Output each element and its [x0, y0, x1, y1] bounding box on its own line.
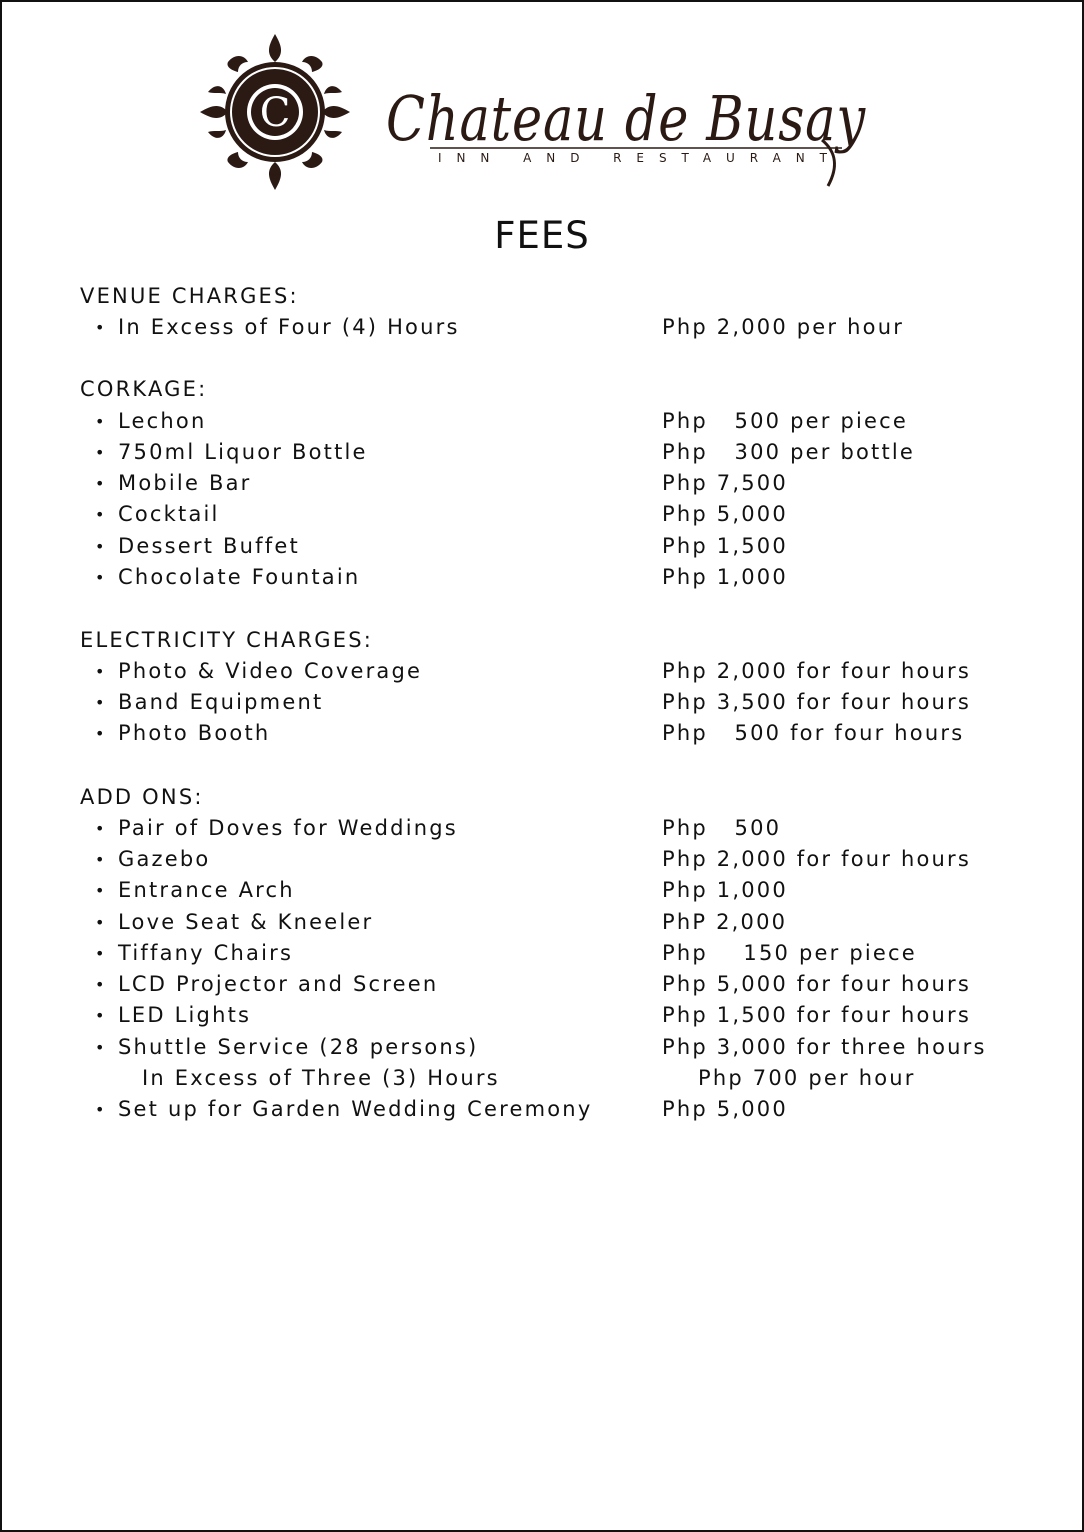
list-item — [2, 562, 1082, 593]
bullet-icon: • — [95, 443, 107, 462]
list-item — [2, 406, 1082, 437]
bullet-icon: • — [95, 1006, 107, 1025]
item-price: PhP 2,000 — [662, 910, 788, 934]
item-price: Php 2,000 per hour — [662, 315, 905, 339]
item-label: LCD Projector and Screen — [118, 972, 439, 996]
list-item — [2, 875, 1082, 906]
list-item — [2, 499, 1082, 530]
list-item — [2, 656, 1082, 687]
item-label: Lechon — [118, 409, 207, 433]
svg-text:INN AND RESTAURANT: INN AND RESTAURANT — [438, 151, 838, 165]
wordmark — [382, 54, 882, 199]
bullet-icon: • — [95, 913, 107, 932]
item-price: Php 2,000 for four hours — [662, 659, 972, 683]
item-label: Photo & Video Coverage — [118, 659, 423, 683]
item-label: Tiffany Chairs — [118, 941, 294, 965]
bullet-icon: • — [95, 1038, 107, 1057]
list-item — [2, 907, 1082, 938]
item-price: Php 5,000 — [662, 1097, 788, 1121]
item-price: Php 150 per piece — [662, 941, 917, 965]
item-label: Dessert Buffet — [118, 534, 300, 558]
list-item — [2, 531, 1082, 562]
bullet-icon: • — [95, 693, 107, 712]
item-price: Php 500 per piece — [662, 409, 908, 433]
item-price: Php 2,000 for four hours — [662, 847, 972, 871]
item-label: Pair of Doves for Weddings — [118, 816, 458, 840]
bullet-icon: • — [95, 944, 107, 963]
item-price: Php 500 — [662, 816, 782, 840]
list-item — [2, 1032, 1082, 1063]
item-price: Php 5,000 for four hours — [662, 972, 972, 996]
list-item — [2, 687, 1082, 718]
list-item — [2, 1000, 1082, 1031]
item-label: Photo Booth — [118, 721, 271, 745]
bullet-icon: • — [95, 662, 107, 681]
bullet-icon: • — [95, 1100, 107, 1119]
list-item — [2, 969, 1082, 1000]
item-price: Php 700 per hour — [698, 1066, 916, 1090]
list-item — [2, 1094, 1082, 1125]
item-label: Entrance Arch — [118, 878, 295, 902]
bullet-icon: • — [95, 568, 107, 587]
list-item — [2, 813, 1082, 844]
bullet-icon: • — [95, 850, 107, 869]
item-label: Mobile Bar — [118, 471, 252, 495]
item-label: In Excess of Four (4) Hours — [118, 315, 460, 339]
section-heading-addons: ADD ONS: — [80, 785, 204, 809]
list-subitem — [2, 1063, 1082, 1094]
bullet-icon: • — [95, 819, 107, 838]
item-label: In Excess of Three (3) Hours — [142, 1066, 500, 1090]
list-item — [2, 312, 1082, 343]
item-price: Php 300 per bottle — [662, 440, 916, 464]
section-heading-venue: VENUE CHARGES: — [80, 284, 299, 308]
item-label: Shuttle Service (28 persons) — [118, 1035, 479, 1059]
item-label: 750ml Liquor Bottle — [118, 440, 368, 464]
bullet-icon: • — [95, 724, 107, 743]
item-label: Chocolate Fountain — [118, 565, 361, 589]
svg-text:Chateau de Busay: Chateau de Busay — [386, 82, 866, 155]
list-item — [2, 844, 1082, 875]
item-price: Php 7,500 — [662, 471, 788, 495]
item-price: Php 500 for four hours — [662, 721, 965, 745]
page-title: FEES — [494, 214, 590, 257]
item-price: Php 3,000 for three hours — [662, 1035, 987, 1059]
bullet-icon: • — [95, 318, 107, 337]
section-heading-corkage: CORKAGE: — [80, 377, 208, 401]
brand-logo — [2, 2, 1082, 202]
svg-text:C: C — [259, 90, 291, 136]
bullet-icon: • — [95, 474, 107, 493]
bullet-icon: • — [95, 537, 107, 556]
list-item — [2, 437, 1082, 468]
item-label: Cocktail — [118, 502, 220, 526]
bullet-icon: • — [95, 881, 107, 900]
section-heading-electricity: ELECTRICITY CHARGES: — [80, 628, 374, 652]
item-label: Band Equipment — [118, 690, 324, 714]
item-label: Love Seat & Kneeler — [118, 910, 374, 934]
bullet-icon: • — [95, 505, 107, 524]
list-item — [2, 468, 1082, 499]
item-price: Php 1,000 — [662, 565, 788, 589]
item-price: Php 5,000 — [662, 502, 788, 526]
item-price: Php 1,000 — [662, 878, 788, 902]
item-label: Gazebo — [118, 847, 211, 871]
item-label: LED Lights — [118, 1003, 252, 1027]
bullet-icon: • — [95, 412, 107, 431]
item-price: Php 1,500 for four hours — [662, 1003, 972, 1027]
emblem-icon — [198, 32, 352, 192]
item-price: Php 3,500 for four hours — [662, 690, 972, 714]
list-item — [2, 938, 1082, 969]
item-label: Set up for Garden Wedding Ceremony — [118, 1097, 593, 1121]
item-price: Php 1,500 — [662, 534, 788, 558]
bullet-icon: • — [95, 975, 107, 994]
list-item — [2, 718, 1082, 749]
